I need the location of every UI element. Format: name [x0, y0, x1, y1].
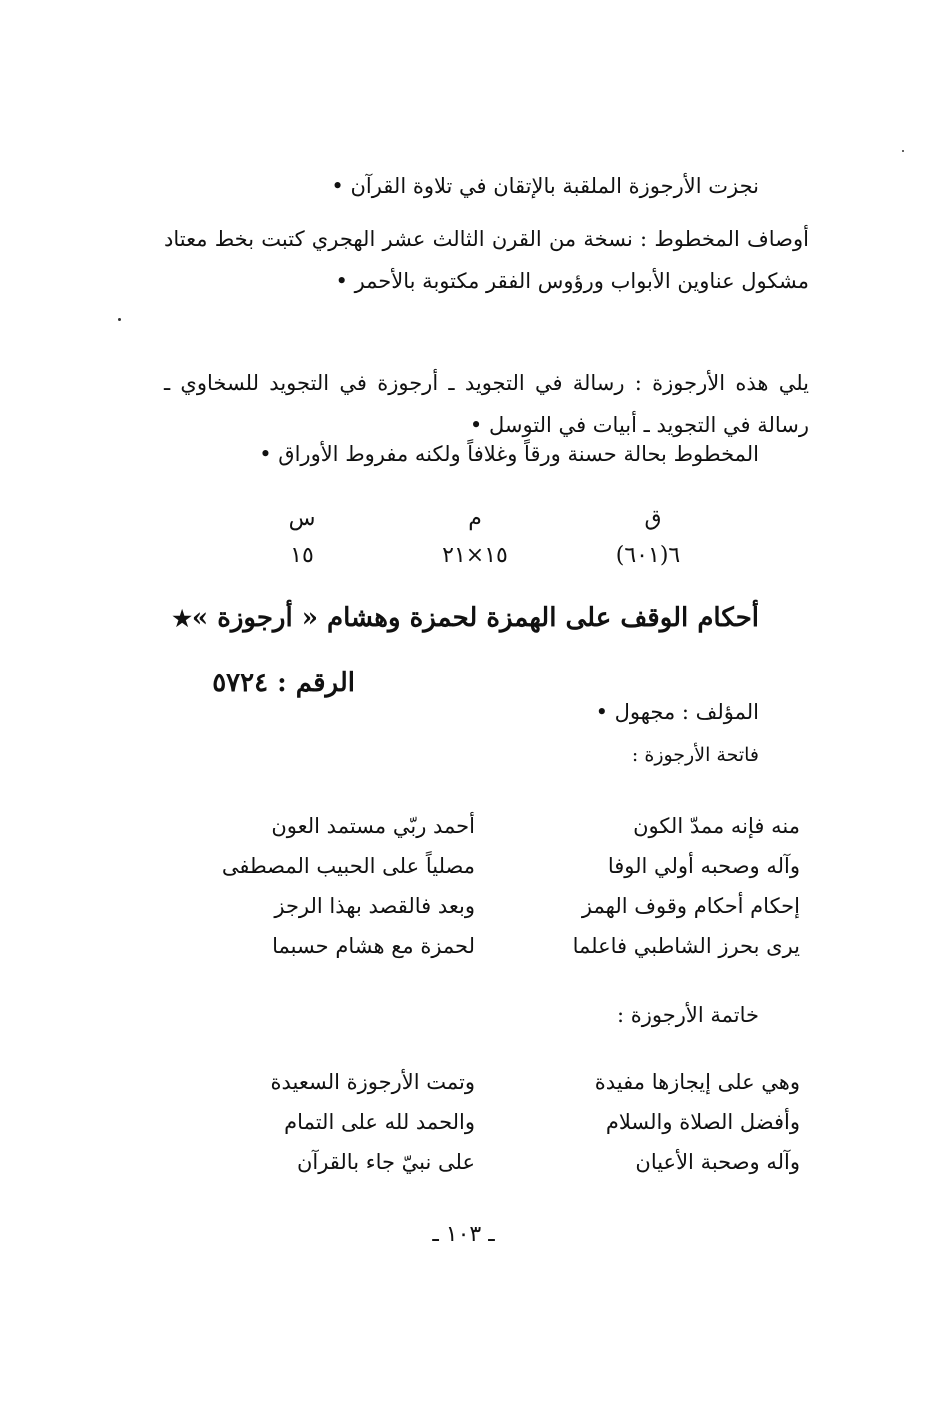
manuscript-following-contents: يلي هذه الأرجوزة : رسالة في التجويد ـ أرجوزة في التجويد للسخاوي ـ رسالة في التجويد ـ أبيات في التوسل •	[164, 371, 809, 437]
verse-second-hemistich: يرى بحرز الشاطبي فاعلما	[572, 934, 800, 958]
opening-label: فاتحة الأرجوزة :	[631, 744, 759, 766]
verse-first-hemistich: وتمت الأرجوزة السعيدة	[270, 1070, 475, 1094]
entry-title-text: أحكام الوقف على الهمزة لحمزة وهشام « أرجوزة »	[191, 603, 759, 633]
star-icon: ★	[172, 606, 192, 632]
entry-author: المؤلف : مجهول •	[595, 700, 759, 724]
verse-second-hemistich: إحكام أحكام وقوف الهمز	[581, 894, 800, 918]
scan-speck	[902, 150, 904, 152]
verse-second-hemistich: وأفضل الصلاة والسلام	[605, 1110, 800, 1134]
verse-first-hemistich: لحمزة مع هشام حسبما	[272, 934, 475, 958]
measure-header-pages: ق	[644, 506, 662, 531]
manuscript-description: أوصاف المخطوط : نسخة من القرن الثالث عشر الهجري كتبت بخط معتاد مشكول عناوين الأبواب ورؤوس الفقر مكتوبة بالأحمر •	[164, 227, 809, 293]
verse-second-hemistich: وآله وصحبه أولي الوفا	[607, 854, 800, 878]
opening-verses	[195, 806, 800, 966]
verse-row	[195, 1142, 800, 1182]
verse-row	[195, 1102, 800, 1142]
verse-second-hemistich: وآله وصحبة الأعيان	[635, 1150, 800, 1174]
measure-header-lines: س	[288, 506, 316, 531]
measure-value-size: ١٥×٢١	[442, 543, 508, 568]
verse-first-hemistich: على نبيّ جاء بالقرآن	[296, 1150, 475, 1174]
verse-row	[195, 1062, 800, 1102]
verse-row	[195, 886, 800, 926]
verse-row	[195, 806, 800, 846]
closing-label: خاتمة الأرجوزة :	[617, 1003, 759, 1027]
scan-speck	[118, 318, 121, 321]
measure-header-size: م	[468, 506, 482, 531]
verse-second-hemistich: منه فإنه ممدّ الكون	[633, 814, 800, 838]
verse-first-hemistich: مصلياً على الحبيب المصطفى	[221, 854, 475, 878]
measure-value-lines: ١٥	[290, 543, 314, 568]
manuscript-condition: المخطوط بحالة حسنة ورقاً وغلافاً ولكنه مفروط الأوراق •	[259, 442, 759, 466]
verse-first-hemistich: وبعد فالقصد بهذا الرجز	[274, 894, 475, 918]
measure-value-pages: ٦(٦٠١)	[615, 543, 681, 568]
page-number: ـ ١٠٣ ـ	[432, 1222, 495, 1247]
verse-first-hemistich: والحمد لله على التمام	[284, 1110, 475, 1134]
verse-second-hemistich: وهي على إيجازها مفيدة	[594, 1070, 800, 1094]
colophon-line: نجزت الأرجوزة الملقبة بالإتقان في تلاوة القرآن •	[331, 174, 759, 198]
verse-first-hemistich: أحمد ربّي مستمد العون	[271, 814, 475, 838]
verse-row	[195, 846, 800, 886]
entry-title	[160, 598, 759, 639]
closing-verses	[195, 1062, 800, 1182]
verse-row	[195, 926, 800, 966]
entry-number: الرقم : ٥٧٢٤	[212, 668, 355, 698]
